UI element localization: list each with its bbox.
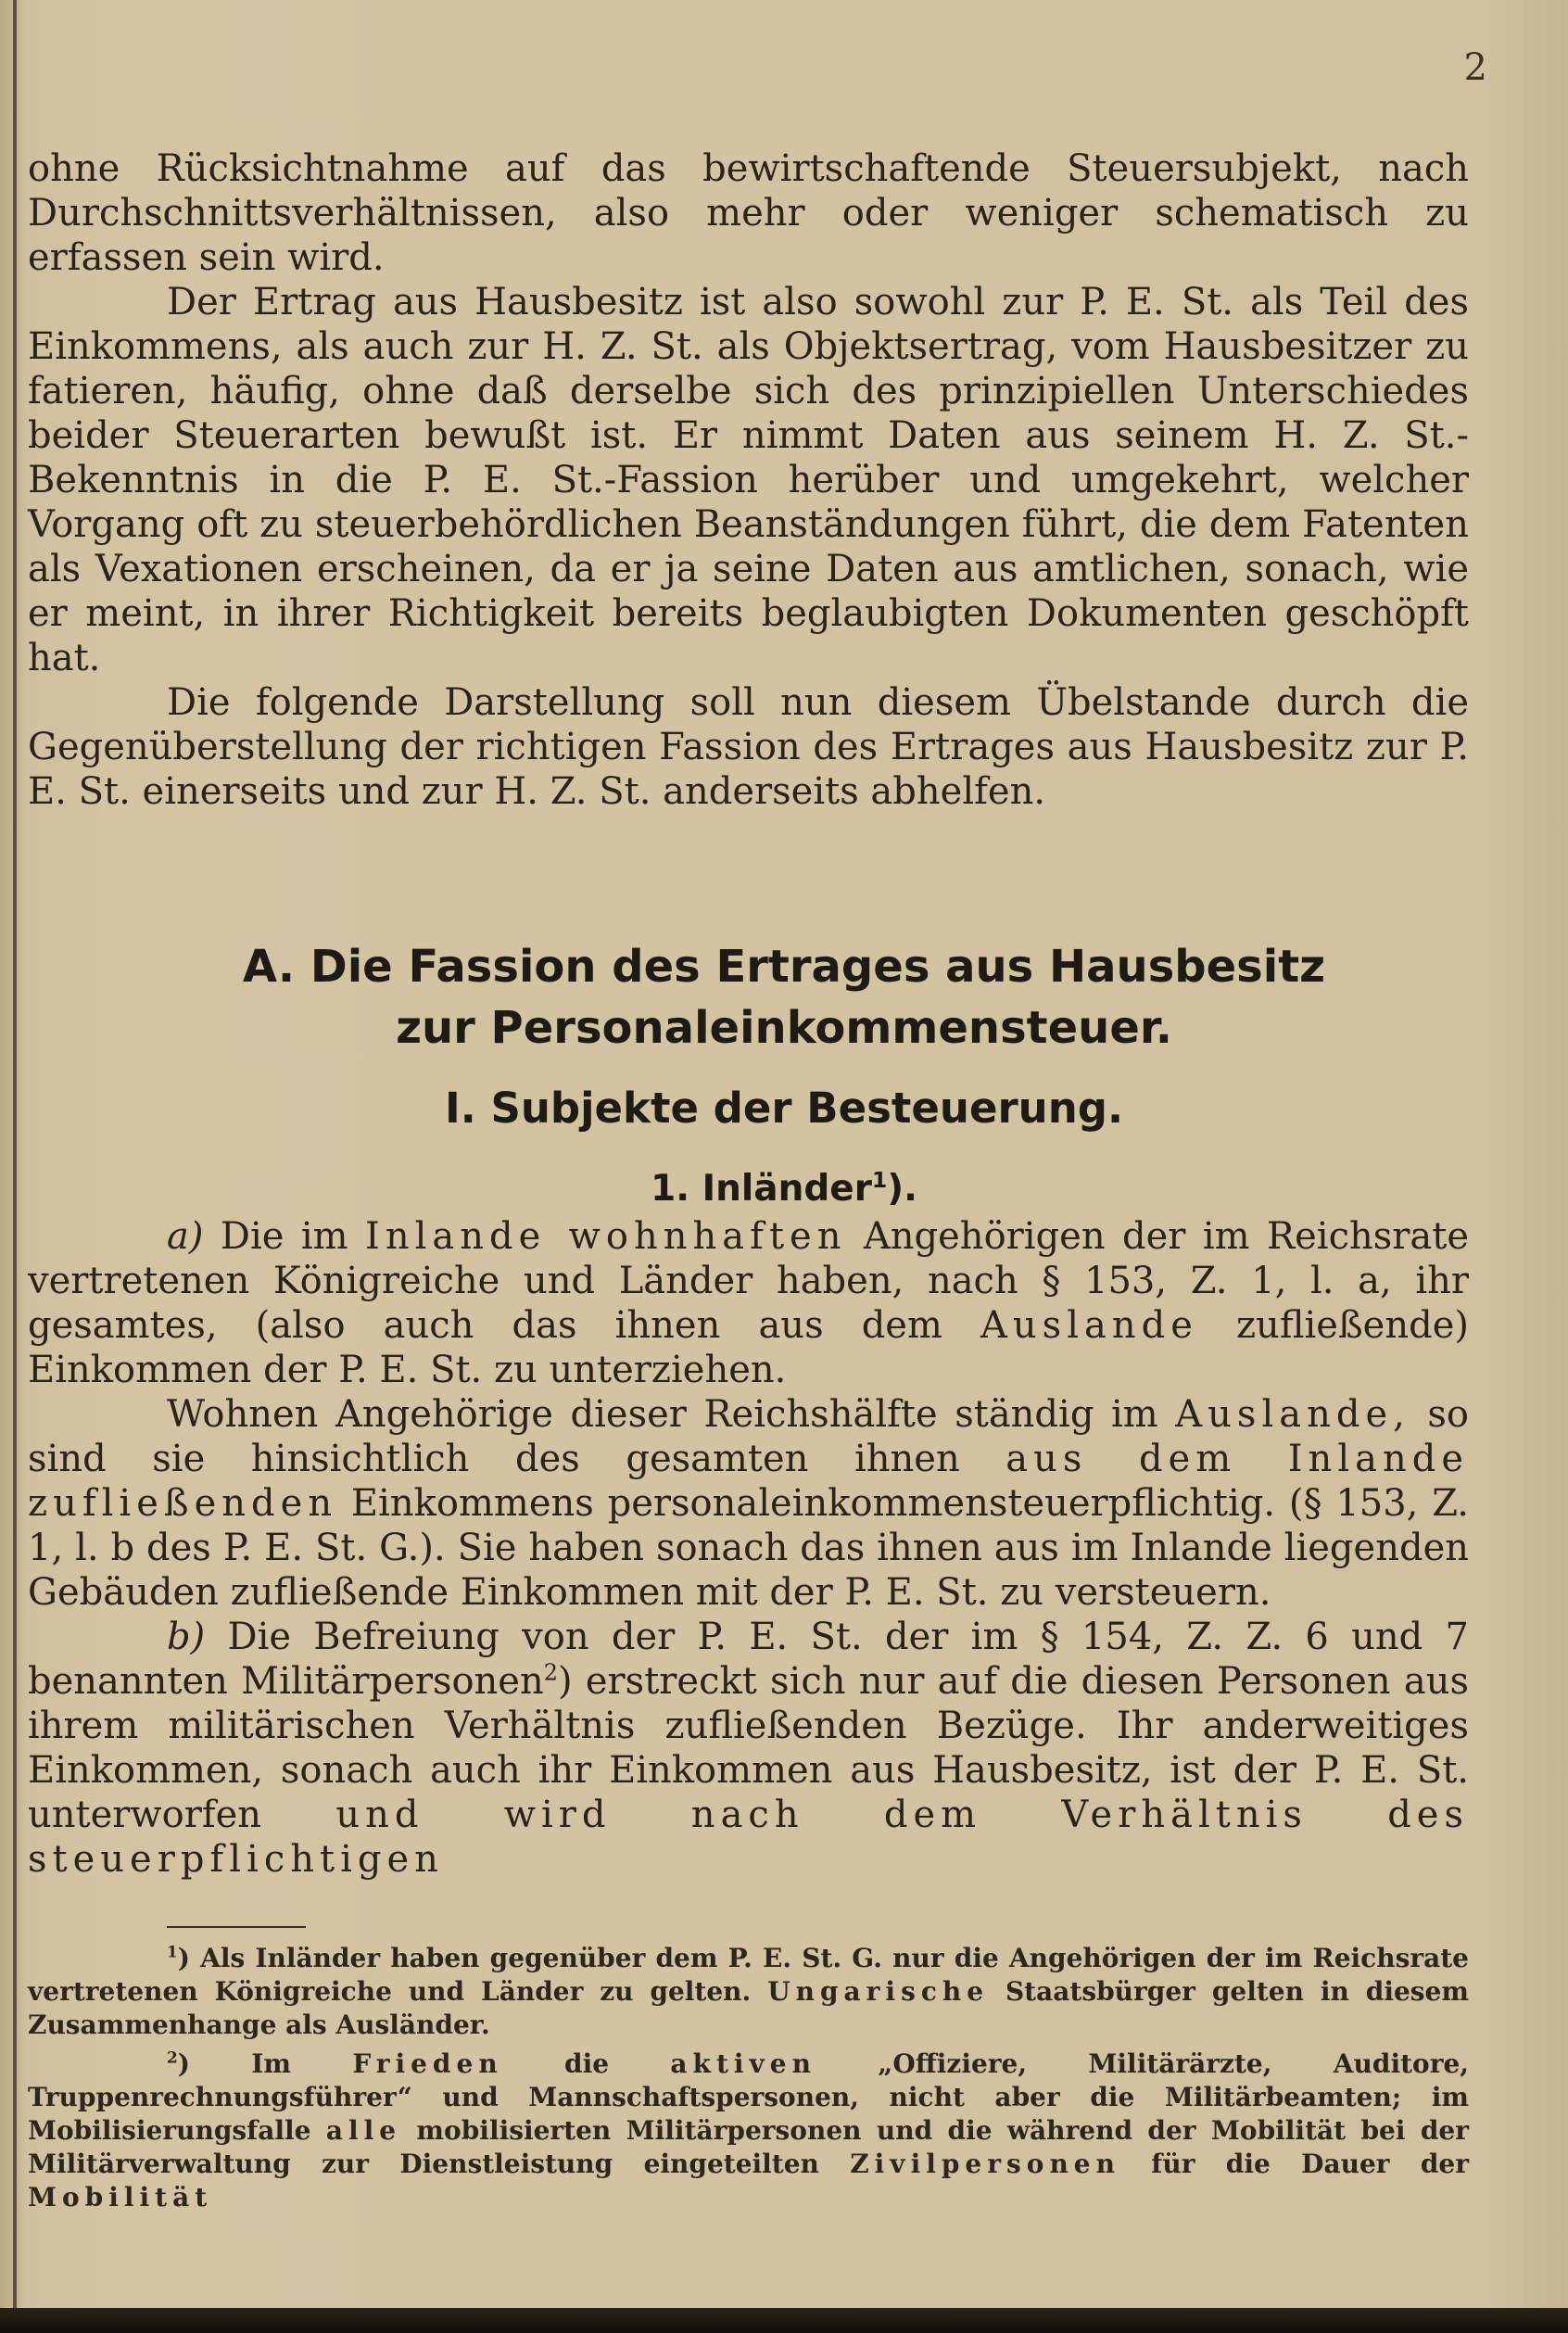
subsubheading-text: 1. Inländer (651, 1168, 872, 1210)
paragraph-b-text-1: Die Befreiung von der P. E. St. der im § 154, Z. Z. 6 und 7 benannten Militärpersonen (28, 1616, 1469, 1703)
paragraph-a-spaced-1: Inlande wohnhaften (365, 1215, 847, 1258)
footnote-2-text-5: für die Dauer der (1119, 2149, 1469, 2179)
paragraph-w-spaced-1: Auslande, (1175, 1393, 1410, 1436)
paragraph-b (28, 1615, 1469, 1882)
paragraph-a-text-3: zufließende) Einkommen der P. E. St. zu unterziehen. (28, 1304, 1469, 1391)
paragraph-a-text-2: Angehörigen der im Reichsrate vertretenen Königreiche und Länder haben, nach § 153, Z. 1, l. a, ihr gesamtes, (also auch das ihnen aus dem (28, 1215, 1469, 1347)
footnote-ref-1: 1 (871, 1167, 888, 1193)
intro-text (28, 146, 1469, 814)
footnote-1-text-2: Staatsbürger gelten in diesem Zusammenhange als Ausländer. (28, 1976, 1469, 2040)
intro-paragraph-3: Die folgende Darstellung soll nun diesem Übelstande durch die Gegenüberstellung der richtigen Fassion des Ertrages aus Hausbesitz zur P. E. St. einerseits und zur H. Z. St. anderseits abhelfen. (28, 681, 1469, 813)
footnote-2 (28, 2048, 1469, 2214)
footnote-2-text-1: ) Im (177, 2048, 353, 2079)
paragraph-w-spaced-2: aus dem Inlande zufließenden (28, 1438, 1469, 1525)
footnote-2-spaced-5: Mobilität (28, 2182, 213, 2213)
footnote-2-text-2: die (502, 2048, 671, 2079)
label-b: b) (167, 1616, 206, 1658)
paragraph-a-spaced-2: Auslande (980, 1304, 1198, 1347)
section-heading-line-2: zur Personaleinkommensteuer. (396, 1002, 1172, 1054)
footnote-2-spaced-3: alle (325, 2115, 402, 2146)
subsubheading-end: ). (887, 1168, 917, 1210)
footnote-1 (28, 1942, 1469, 2042)
paragraph-b-spaced: und wird nach dem Verhältnis des steuerpflichtigen (28, 1794, 1469, 1881)
subsubheading (0, 1166, 1568, 1212)
paragraph-a (28, 1214, 1469, 1392)
footnote-divider (167, 1926, 306, 1928)
intro-paragraph-2: Der Ertrag aus Hausbesitz ist also sowohl zur P. E. St. als Teil des Einkommens, als auch zur H. Z. St. als Objektsertrag, vom Hausbesitzer zu fatieren, häufig, ohne daß derselbe sich des prinzipiellen Unterschiedes beider Steuerarten bewußt ist. Er nimmt Daten aus seinem H. Z. St.-Bekenntnis in die P. E. St.-Fassion herüber und umgekehrt, welcher Vorgang oft zu steuerbehördlichen Beanständungen führt, die dem Fatenten als Vexationen erscheinen, da er ja seine Daten aus amtlichen, sonach, wie er meint, in ihrer Richtigkeit bereits beglaubigten Dokumenten geschöpft hat. (28, 281, 1469, 679)
section-heading (0, 936, 1568, 1059)
section-text (28, 1214, 1469, 1882)
subheading: I. Subjekte der Besteuerung. (444, 1084, 1124, 1133)
paragraph-b-text-2: ) erstreckt sich nur auf die diesen Personen aus ihrem militärischen Verhältnis zufließenden Bezüge. Ihr anderweitiges Einkommen, sonach auch ihr Einkommen aus Hausbesitz, ist der P. E. St. unterworfen (28, 1660, 1469, 1836)
footnote-2-text-3: „Offiziere, Militärärzte, Auditore, Truppenrechnungsführer“ und Mannschaftspersonen, nicht aber die Militärbeamten; im Mobilisierungsfalle (28, 2048, 1470, 2146)
label-a: a) (167, 1215, 204, 1258)
footnote-2-spaced-4: Zivilpersonen (850, 2149, 1120, 2179)
footnote-1-spaced: Ungarische (767, 1976, 990, 2007)
section-heading-line-1: A. Die Fassion des Ertrages aus Hausbesitz (242, 941, 1326, 993)
footnote-2-spaced-2: aktiven (670, 2048, 816, 2079)
footnote-1-marker: 1 (167, 1942, 178, 1961)
footnote-2-text-4: mobilisierten Militärpersonen und die während der Mobilität bei der Militärverwaltung zur Dienstleistung eingeteilten (28, 2115, 1469, 2179)
intro-paragraph-1: ohne Rücksichtnahme auf das bewirtschaftende Steuersubjekt, nach Durchschnittsverhältnissen, also mehr oder weniger schematisch zu erfassen sein wird. (28, 147, 1469, 279)
footnotes (28, 1942, 1469, 2220)
page-bottom-edge (0, 2308, 1568, 2333)
paragraph-w-text-1: Wohnen Angehörige dieser Reichshälfte ständig im (167, 1393, 1176, 1436)
paragraph-a-text-1: Die im (220, 1215, 366, 1258)
paragraph-w-text-3: Einkommens personaleinkommensteuerpflichtig. (§ 153, Z. 1, l. b des P. E. St. G.). Sie haben sonach das ihnen aus im Inlande liegenden Gebäuden zufließende Einkommen mit der P. E. St. zu versteuern. (28, 1482, 1469, 1614)
footnote-ref-2: 2 (543, 1659, 559, 1686)
footnote-2-spaced-1: Frieden (352, 2048, 503, 2079)
footnote-1-text-1: ) Als Inländer haben gegenüber dem P. E. St. G. nur die Angehörigen der im Reichsrate vertretenen Königreiche und Länder zu gelten. (28, 1943, 1469, 2007)
page-number: 2 (1463, 46, 1487, 89)
paragraph-wohnen (28, 1392, 1469, 1615)
paragraph-w-text-2: so sind sie hinsichtlich des gesamten ihnen (28, 1393, 1470, 1480)
footnote-2-marker: 2 (167, 2048, 178, 2067)
